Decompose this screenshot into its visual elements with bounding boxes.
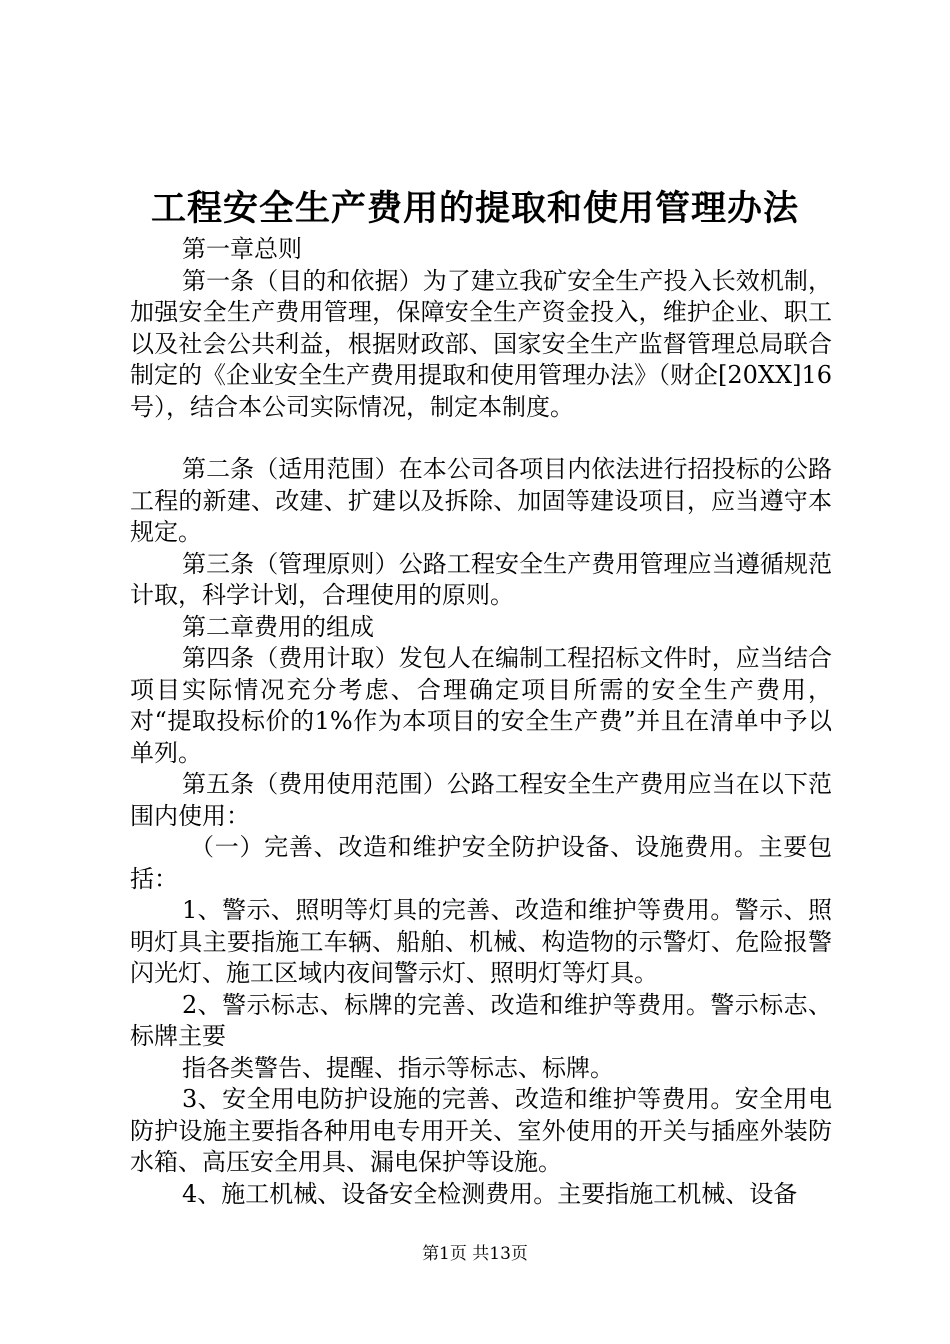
paragraph: 第二条（适用范围）在本公司各项目内依法进行招投标的公路工程的新建、改建、扩建以及拆除、加固等建设项目，应当遵守本规定。 (130, 455, 832, 546)
document-title: 工程安全生产费用的提取和使用管理办法 (150, 188, 799, 229)
list-item: 4、施工机械、设备安全检测费用。主要指施工机械、设备 (182, 1179, 798, 1208)
paragraph: （一）完善、改造和维护安全防护设备、设施费用。主要包括： (130, 833, 832, 893)
chapter-heading: 第一章总则 (182, 235, 302, 263)
chapter-heading: 第二章费用的组成 (182, 612, 374, 641)
blank-line (130, 423, 832, 454)
list-item: 3、安全用电防护设施的完善、改造和维护等费用。安全用电防护设施主要指各种用电专用开关、室外使用的开关与插座外装防水箱、高压安全用具、漏电保护等设施。 (130, 1085, 832, 1176)
paragraph: 第三条（管理原则）公路工程安全生产费用管理应当遵循规范计取，科学计划，合理使用的原则。 (130, 549, 832, 609)
paragraph: 第四条（费用计取）发包人在编制工程招标文件时，应当结合项目实际情况充分考虑、合理确定项目所需的安全生产费用，对“提取投标价的1%作为本项目的安全生产费”并且在清单中予以单列。 (130, 644, 832, 767)
paragraph: 指各类警告、提醒、指示等标志、标牌。 (182, 1053, 614, 1082)
list-item: 2、警示标志、标牌的完善、改造和维护等费用。警示标志、标牌主要 (130, 990, 832, 1050)
document-body (130, 234, 832, 1210)
list-item: 1、警示、照明等灯具的完善、改造和维护等费用。警示、照明灯具主要指施工车辆、船舶、机械、构造物的示警灯、危险报警闪光灯、施工区域内夜间警示灯、照明灯等灯具。 (130, 896, 832, 987)
paragraph: 第一条（目的和依据）为了建立我矿安全生产投入长效机制，加强安全生产费用管理，保障安全生产资金投入，维护企业、职工以及社会公共利益，根据财政部、国家安全生产监督管理总局联合制定的《企业安全生产费用提取和使用管理办法》（财企[20XX]16号），结合本公司实际情况，制定本制度。 (130, 266, 832, 421)
paragraph: 第五条（费用使用范围）公路工程安全生产费用应当在以下范围内使用： (130, 770, 832, 830)
page-number: 第1页 共13页 (422, 1244, 528, 1264)
